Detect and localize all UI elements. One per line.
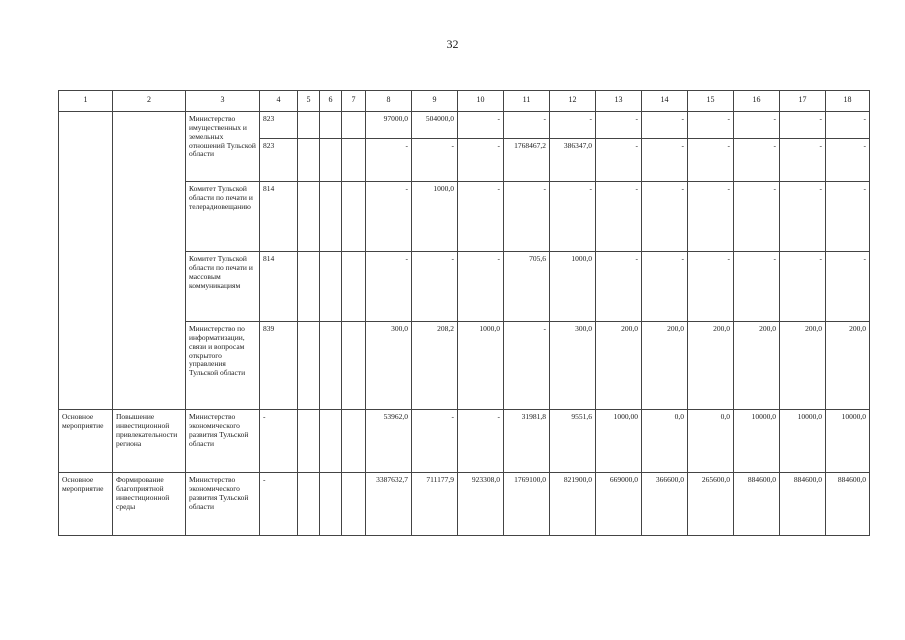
value-cell [298, 410, 320, 473]
value-cell: - [734, 182, 780, 252]
column-header: 15 [688, 91, 734, 112]
value-cell: 669000,0 [596, 473, 642, 536]
value-cell: - [412, 410, 458, 473]
column-header: 10 [458, 91, 504, 112]
value-cell: - [642, 182, 688, 252]
value-cell: 200,0 [688, 322, 734, 410]
table-row [59, 112, 870, 139]
value-cell [342, 252, 366, 322]
value-cell: - [458, 139, 504, 182]
value-cell [298, 182, 320, 252]
value-cell [298, 252, 320, 322]
value-cell: 53962,0 [366, 410, 412, 473]
value-cell [320, 473, 342, 536]
value-cell [298, 112, 320, 139]
value-cell: 504000,0 [412, 112, 458, 139]
column-header: 2 [113, 91, 186, 112]
value-cell: - [688, 252, 734, 322]
value-cell: - [780, 139, 826, 182]
organization-cell: Комитет Тульской области по печати и телерадиовещанию [186, 182, 260, 252]
column-header: 6 [320, 91, 342, 112]
organization-cell: Министерство экономического развития Тульской области [186, 410, 260, 473]
value-cell: - [412, 139, 458, 182]
value-cell [298, 322, 320, 410]
column-header: 3 [186, 91, 260, 112]
value-cell: - [642, 252, 688, 322]
activity-name-cell [113, 112, 186, 410]
value-cell: 821900,0 [550, 473, 596, 536]
value-cell: - [596, 182, 642, 252]
code-cell: - [260, 410, 298, 473]
value-cell: - [826, 139, 870, 182]
value-cell: 10000,0 [826, 410, 870, 473]
column-header: 1 [59, 91, 113, 112]
value-cell: 1000,0 [458, 322, 504, 410]
value-cell: - [458, 182, 504, 252]
column-header: 14 [642, 91, 688, 112]
code-cell: - [260, 473, 298, 536]
activity-type-cell: Основное мероприятие [59, 410, 113, 473]
column-header: 16 [734, 91, 780, 112]
value-cell [342, 410, 366, 473]
value-cell: - [366, 139, 412, 182]
code-cell: 823 [260, 139, 298, 182]
value-cell: 705,6 [504, 252, 550, 322]
value-cell: - [596, 139, 642, 182]
column-header: 9 [412, 91, 458, 112]
value-cell [298, 139, 320, 182]
value-cell: - [780, 182, 826, 252]
value-cell: 200,0 [734, 322, 780, 410]
budget-table [58, 90, 870, 536]
value-cell: - [734, 139, 780, 182]
value-cell [320, 410, 342, 473]
value-cell: - [642, 112, 688, 139]
value-cell: - [826, 252, 870, 322]
value-cell: - [596, 112, 642, 139]
value-cell [342, 473, 366, 536]
table-row [59, 473, 870, 536]
value-cell: 1768467,2 [504, 139, 550, 182]
activity-type-cell: Основное мероприятие [59, 473, 113, 536]
column-header: 18 [826, 91, 870, 112]
activity-type-cell [59, 112, 113, 410]
value-cell: 9551,6 [550, 410, 596, 473]
value-cell: 366600,0 [642, 473, 688, 536]
value-cell [342, 182, 366, 252]
value-cell: - [504, 322, 550, 410]
value-cell: 884600,0 [826, 473, 870, 536]
column-header: 11 [504, 91, 550, 112]
value-cell: 300,0 [550, 322, 596, 410]
value-cell: - [550, 112, 596, 139]
column-header: 8 [366, 91, 412, 112]
value-cell: - [642, 139, 688, 182]
value-cell [320, 112, 342, 139]
value-cell: 208,2 [412, 322, 458, 410]
value-cell: - [504, 112, 550, 139]
organization-cell: Министерство по информатизации, связи и вопросам открытого управления Тульской области [186, 322, 260, 410]
value-cell: - [734, 252, 780, 322]
organization-cell: Министерство имущественных и земельных отношений Тульской области [186, 112, 260, 182]
page-number: 32 [446, 37, 459, 51]
column-header: 7 [342, 91, 366, 112]
value-cell: 923308,0 [458, 473, 504, 536]
value-cell: - [688, 182, 734, 252]
value-cell: 711177,9 [412, 473, 458, 536]
value-cell: 200,0 [780, 322, 826, 410]
value-cell: 200,0 [596, 322, 642, 410]
value-cell: 200,0 [826, 322, 870, 410]
column-header: 17 [780, 91, 826, 112]
column-header: 5 [298, 91, 320, 112]
value-cell [298, 473, 320, 536]
value-cell: 386347,0 [550, 139, 596, 182]
value-cell: 884600,0 [734, 473, 780, 536]
value-cell: 884600,0 [780, 473, 826, 536]
code-cell: 823 [260, 112, 298, 139]
value-cell: 10000,0 [734, 410, 780, 473]
value-cell: - [458, 252, 504, 322]
value-cell [320, 252, 342, 322]
code-cell: 814 [260, 182, 298, 252]
value-cell: 1000,00 [596, 410, 642, 473]
value-cell: - [596, 252, 642, 322]
column-header: 12 [550, 91, 596, 112]
value-cell [342, 322, 366, 410]
value-cell [342, 112, 366, 139]
value-cell [320, 139, 342, 182]
value-cell: - [826, 182, 870, 252]
value-cell: 1769100,0 [504, 473, 550, 536]
value-cell: 0,0 [688, 410, 734, 473]
code-cell: 814 [260, 252, 298, 322]
value-cell: 265600,0 [688, 473, 734, 536]
value-cell: - [550, 182, 596, 252]
header-row [59, 91, 870, 112]
column-header: 13 [596, 91, 642, 112]
organization-cell: Комитет Тульской области по печати и массовым коммуникациям [186, 252, 260, 322]
value-cell: 1000,0 [550, 252, 596, 322]
activity-name-cell: Повышение инвестиционной привлекательности региона [113, 410, 186, 473]
value-cell: 1000,0 [412, 182, 458, 252]
value-cell: - [826, 112, 870, 139]
value-cell: - [366, 182, 412, 252]
value-cell: - [412, 252, 458, 322]
value-cell: - [780, 112, 826, 139]
value-cell: - [458, 410, 504, 473]
value-cell [320, 182, 342, 252]
table-row [59, 410, 870, 473]
value-cell: 31981,8 [504, 410, 550, 473]
value-cell: 200,0 [642, 322, 688, 410]
column-header: 4 [260, 91, 298, 112]
value-cell: 97000,0 [366, 112, 412, 139]
value-cell: - [458, 112, 504, 139]
value-cell: - [780, 252, 826, 322]
value-cell: - [504, 182, 550, 252]
value-cell: - [734, 112, 780, 139]
value-cell: 300,0 [366, 322, 412, 410]
value-cell: - [688, 139, 734, 182]
activity-name-cell: Формирование благоприятной инвестиционной среды [113, 473, 186, 536]
value-cell: 10000,0 [780, 410, 826, 473]
value-cell [342, 139, 366, 182]
value-cell: 0,0 [642, 410, 688, 473]
value-cell: - [366, 252, 412, 322]
value-cell: - [688, 112, 734, 139]
organization-cell: Министерство экономического развития Тульской области [186, 473, 260, 536]
value-cell [320, 322, 342, 410]
code-cell: 839 [260, 322, 298, 410]
value-cell: 3387632,7 [366, 473, 412, 536]
